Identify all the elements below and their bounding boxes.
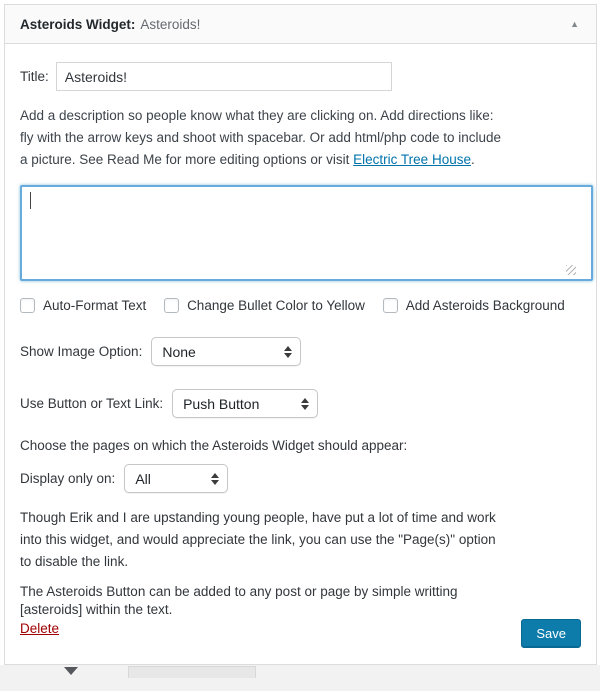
description-help-text [20, 105, 581, 171]
display-only-select[interactable] [124, 464, 228, 493]
show-image-row [20, 337, 581, 366]
collapse-arrow-up-icon[interactable]: ▲ [570, 18, 579, 29]
display-only-label: Display only on: [20, 471, 116, 486]
credit-line-1: Though Erik and I are upstanding young people, have put a lot of time and work [20, 510, 496, 525]
title-input[interactable] [56, 62, 392, 91]
checkbox-item-background [383, 298, 565, 313]
asteroids-widget-card [4, 4, 597, 665]
shortcode-line-2: [asteroids] within the text. [20, 602, 173, 617]
button-type-label: Use Button or Text Link: [20, 396, 164, 411]
help-line-3-period: . [470, 152, 475, 167]
resize-grip-icon[interactable] [566, 265, 576, 275]
display-only-row [20, 464, 581, 493]
credit-note [20, 507, 581, 573]
show-image-label: Show Image Option: [20, 344, 143, 359]
next-widget-peek-tab[interactable] [128, 666, 256, 678]
text-cursor [30, 192, 31, 209]
title-label: Title: [20, 69, 49, 84]
autoformat-checkbox[interactable] [20, 298, 35, 313]
button-type-row [20, 389, 581, 418]
show-image-select[interactable] [151, 337, 301, 366]
description-textarea-wrap [20, 185, 581, 281]
shortcode-note [20, 583, 581, 619]
shortcode-line-1: The Asteroids Button can be added to any post or page by simple writting [20, 584, 458, 599]
select-arrows-icon [211, 473, 219, 485]
widget-title-label: Asteroids Widget: [20, 16, 136, 32]
select-arrows-icon [284, 346, 292, 358]
page-bottom-strip [0, 665, 600, 691]
title-field-row [20, 62, 581, 91]
show-image-selected-value: None [162, 343, 196, 360]
bullet-color-label: Change Bullet Color to Yellow [187, 298, 365, 313]
button-type-selected-value: Push Button [183, 395, 260, 412]
collapse-arrow-down-icon[interactable] [64, 667, 78, 675]
widget-footer [20, 621, 581, 648]
checkbox-item-autoformat [20, 298, 146, 313]
checkbox-item-bullet-color [164, 298, 365, 313]
credit-line-2: into this widget, and would appreciate the link, you can use the "Page(s)" option [20, 532, 496, 547]
widget-title-value: Asteroids! [140, 16, 201, 32]
pages-heading: Choose the pages on which the Asteroids Widget should appear: [20, 438, 408, 453]
help-line-3-text: a picture. See Read Me for more editing options or visit [20, 152, 354, 167]
help-line-2: fly with the arrow keys and shoot with spacebar. Or add html/php code to include [20, 130, 502, 145]
electric-tree-house-link[interactable]: Electric Tree House [353, 152, 471, 167]
save-button[interactable]: Save [521, 619, 581, 648]
credit-line-3: to disable the link. [20, 554, 129, 569]
help-line-3 [20, 149, 581, 171]
button-type-select[interactable] [172, 389, 318, 418]
delete-link[interactable]: Delete [20, 621, 60, 636]
autoformat-label: Auto-Format Text [43, 298, 147, 313]
widget-header[interactable] [5, 5, 596, 44]
background-checkbox[interactable] [383, 298, 398, 313]
widget-settings-form [5, 62, 596, 664]
description-textarea[interactable] [20, 185, 593, 281]
background-label: Add Asteroids Background [405, 298, 565, 313]
select-arrows-icon [301, 398, 309, 410]
bullet-color-checkbox[interactable] [164, 298, 179, 313]
display-only-selected-value: All [135, 470, 151, 487]
checkbox-options [20, 295, 581, 317]
help-line-1: Add a description so people know what they are clicking on. Add directions like: [20, 108, 494, 123]
